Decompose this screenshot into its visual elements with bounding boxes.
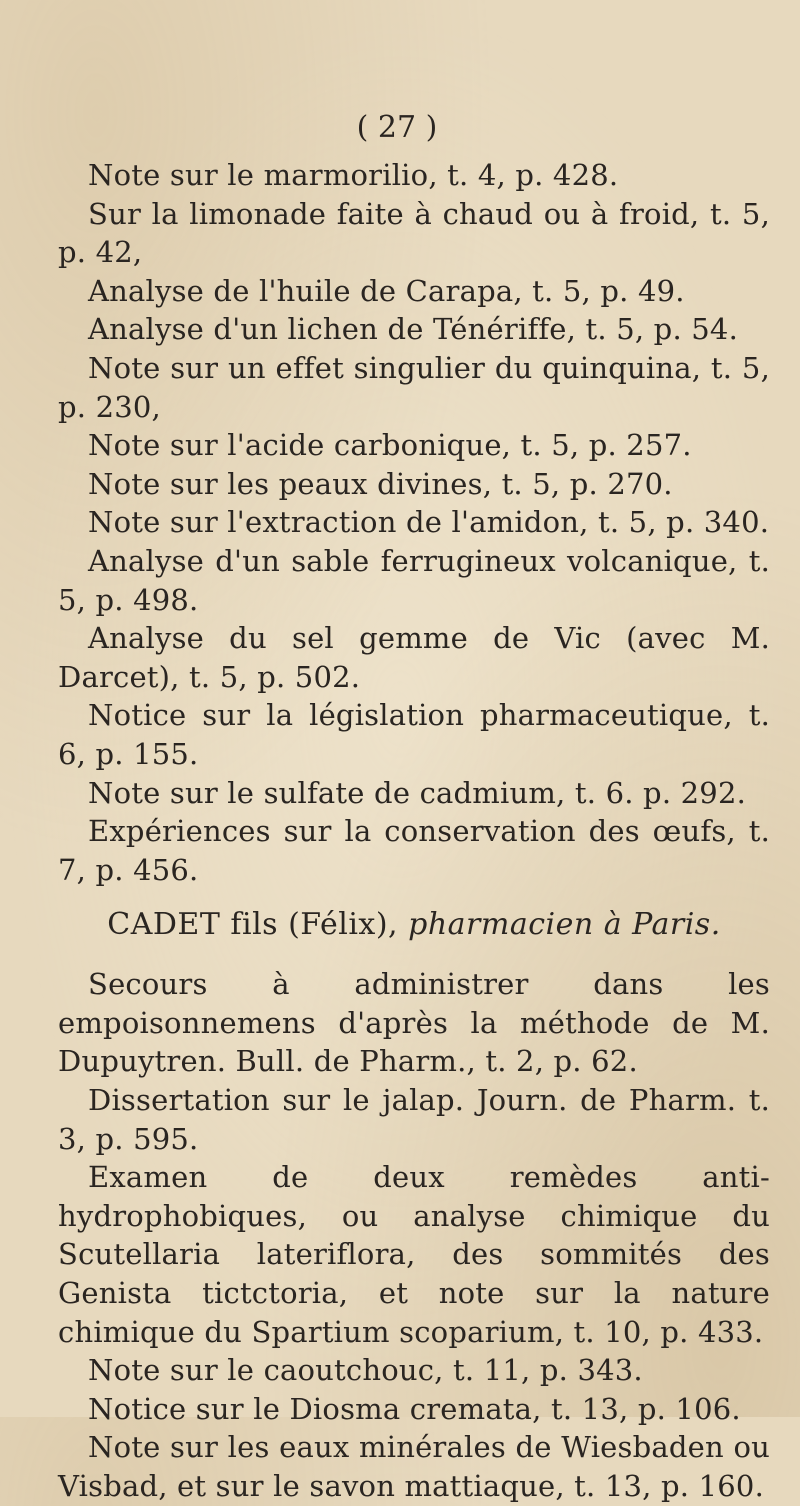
author-heading [58, 905, 770, 945]
bibliography-entry: Examen de deux remèdes anti-hydrophobiques, ou analyse chimique du Scutellaria lateriflora, des sommités des Genista tictctoria, et note sur la nature chimique du Spartium scoparium, t. 10, p. 433. [58, 1160, 770, 1349]
bibliography-entry: Analyse de l'huile de Carapa, t. 5, p. 49. [88, 273, 685, 308]
bibliography-entry: Note sur l'extraction de l'amidon, t. 5, p. 340. [88, 505, 770, 540]
bibliography-entry: Sur la limonade faite à chaud ou à froid, t. 5, p. 42, [58, 196, 770, 270]
bibliography-entry: Note sur l'acide carbonique, t. 5, p. 257. [88, 428, 692, 463]
author-role: pharmacien à Paris. [408, 907, 721, 943]
author-name: CADET fils (Félix), [107, 907, 399, 943]
bibliography-entry: Note sur les eaux minérales de Wiesbaden ou Visbad, et sur le savon mattiaque, t. 13, p. 160. [58, 1430, 770, 1503]
bibliography-entry: Note sur le caoutchouc, t. 11, p. 343. [88, 1353, 643, 1388]
page-number: ( 27 ) [356, 110, 438, 145]
bibliography-entry: Note sur un effet singulier du quinquina, t. 5, p. 230, [58, 350, 770, 424]
bibliography-entry: Dissertation sur le jalap. Journ. de Pharm. t. 3, p. 595. [58, 1083, 770, 1156]
bibliography-entry: Expériences sur la conservation des œufs, t. 7, p. 456. [58, 814, 770, 887]
bibliography-list [58, 156, 770, 1506]
bibliography-entry: Analyse d'un lichen de Ténériffe, t. 5, p. 54. [88, 312, 739, 347]
bibliography-entry: Note sur les peaux divines, t. 5, p. 270. [88, 466, 673, 501]
bibliography-entry: Analyse du sel gemme de Vic (avec M. Darcet), t. 5, p. 502. [58, 621, 770, 694]
bibliography-entry: Secours à administrer dans les empoisonnemens d'après la méthode de M. Dupuytren. Bull. de Pharm., t. 2, p. 62. [58, 967, 770, 1079]
bibliography-entry: Note sur le marmorilio, t. 4, p. 428. [88, 158, 619, 192]
bibliography-entry: Analyse d'un sable ferrugineux volcanique, t. 5, p. 498. [58, 543, 770, 617]
bibliography-entry: Note sur le sulfate de cadmium, t. 6. p. 292. [88, 775, 747, 810]
bibliography-entry: Notice sur le Diosma cremata, t. 13, p. 106. [88, 1391, 741, 1426]
bibliography-entry: Notice sur la législation pharmaceutique, t. 6, p. 155. [58, 698, 770, 771]
